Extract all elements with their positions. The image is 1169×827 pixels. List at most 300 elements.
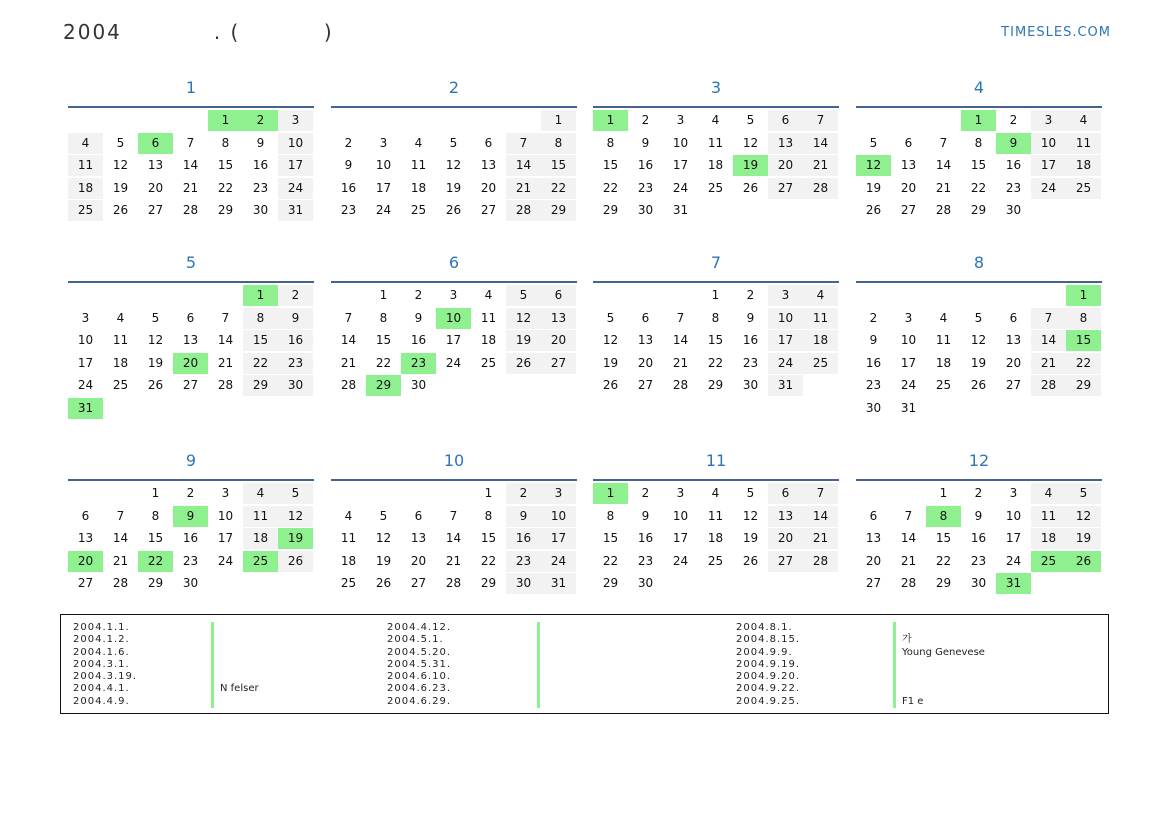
day-cell: 3 [904, 310, 913, 325]
day-cell: 20 [637, 355, 654, 370]
day-cell: 8 [243, 308, 278, 329]
legend-row [537, 647, 546, 659]
day-cell: 16 [182, 531, 199, 545]
day-cell: 22 [541, 178, 576, 199]
month-2 [331, 72, 577, 223]
day-cell: 10 [672, 508, 689, 523]
legend-dates-col2 [387, 622, 451, 708]
day-cell: 3 [768, 285, 803, 306]
day-cell: 11 [243, 506, 278, 527]
empty-cell [663, 573, 698, 594]
day-cell: 30 [1005, 203, 1022, 217]
day-cell: 25 [935, 378, 952, 392]
empty-cell [103, 483, 138, 504]
day-cell: 8 [151, 508, 160, 523]
day-cell: 13 [768, 133, 803, 154]
day-cell: 18 [935, 355, 952, 370]
day-cell: 9 [746, 310, 755, 325]
day-cell: 21 [182, 180, 199, 195]
day-cell: 12 [970, 333, 987, 347]
day-cell: 7 [803, 110, 838, 131]
day-cell: 3 [541, 483, 576, 504]
day-cell: 17 [77, 355, 94, 370]
day-cell: 24 [672, 553, 689, 568]
day-cell: 20 [865, 553, 882, 568]
day-cell: 17 [1005, 531, 1022, 545]
day-cell: 4 [711, 486, 720, 500]
day-cell: 16 [742, 333, 759, 347]
day-cell: 6 [768, 110, 803, 131]
day-cell: 30 [742, 378, 759, 392]
day-cell: 3 [81, 310, 90, 325]
day-cell: 11 [480, 310, 497, 325]
day-cell: 14 [672, 333, 689, 347]
day-cell: 24 [445, 355, 462, 370]
month-rule [331, 281, 577, 283]
day-cell: 15 [147, 531, 164, 545]
day-grid [856, 110, 1102, 223]
empty-cell [401, 110, 436, 131]
day-cell: 15 [243, 330, 278, 351]
day-cell: 26 [147, 378, 164, 392]
empty-cell [926, 110, 961, 131]
day-cell: 13 [768, 506, 803, 527]
day-cell: 23 [506, 551, 541, 572]
legend-row [211, 659, 259, 671]
day-cell: 9 [278, 308, 313, 329]
day-cell: 18 [410, 180, 427, 195]
day-cell: 28 [217, 378, 234, 392]
empty-cell [856, 110, 891, 131]
legend-row: 2004.6.29. [387, 695, 452, 707]
holiday-legend [60, 614, 1109, 714]
empty-cell [926, 398, 961, 419]
day-cell: 26 [742, 180, 759, 195]
day-cell: 7 [116, 508, 125, 523]
day-cell: 20 [68, 551, 103, 572]
day-cell: 11 [410, 158, 427, 172]
day-cell: 19 [375, 553, 392, 568]
day-cell: 10 [217, 508, 234, 523]
day-cell: 14 [803, 506, 838, 527]
day-cell: 31 [672, 203, 689, 217]
day-cell: 29 [217, 203, 234, 217]
day-cell: 3 [676, 486, 685, 500]
day-cell: 6 [81, 508, 90, 523]
empty-cell [541, 375, 576, 396]
day-cell: 13 [182, 333, 199, 347]
day-cell: 25 [480, 355, 497, 370]
day-cell: 20 [1005, 355, 1022, 370]
day-cell: 20 [900, 180, 917, 195]
day-grid [68, 285, 314, 420]
empty-cell [103, 285, 138, 306]
day-cell: 5 [869, 135, 878, 150]
day-cell: 5 [151, 310, 160, 325]
day-cell: 3 [676, 113, 685, 127]
day-cell: 19 [742, 531, 759, 545]
day-cell: 17 [672, 531, 689, 545]
empty-cell [593, 285, 628, 306]
day-cell: 24 [1031, 178, 1066, 199]
day-cell: 22 [480, 553, 497, 568]
day-cell: 16 [278, 330, 313, 351]
empty-cell [243, 398, 278, 419]
month-title: 2 [448, 78, 460, 97]
day-cell: 4 [1066, 110, 1101, 131]
day-cell: 12 [1066, 506, 1101, 527]
month-8 [856, 247, 1102, 420]
day-cell: 1 [961, 110, 996, 131]
day-cell: 20 [173, 353, 208, 374]
day-cell: 19 [602, 355, 619, 370]
day-cell: 25 [707, 180, 724, 195]
day-cell: 20 [410, 553, 427, 568]
day-cell: 2 [414, 288, 423, 302]
day-cell: 30 [252, 203, 269, 217]
day-cell: 7 [1031, 308, 1066, 329]
day-grid [68, 483, 314, 596]
legend-row: 2004.5.31. [387, 658, 452, 670]
day-cell: 5 [116, 135, 125, 150]
day-cell: 10 [672, 135, 689, 150]
day-cell: 1 [208, 110, 243, 131]
day-cell: 19 [1066, 528, 1101, 549]
day-cell: 2 [243, 110, 278, 131]
day-cell: 5 [379, 508, 388, 523]
day-cell: 20 [541, 330, 576, 351]
month-7 [593, 247, 839, 398]
day-grid [593, 110, 839, 223]
day-cell: 25 [340, 576, 357, 590]
empty-cell [733, 200, 768, 221]
day-cell: 16 [865, 355, 882, 370]
day-cell: 1 [151, 486, 160, 500]
legend-row [211, 696, 259, 708]
day-cell: 17 [217, 531, 234, 545]
day-cell: 26 [375, 576, 392, 590]
legend-row [537, 622, 546, 634]
legend-row: 2004.5.1. [387, 634, 444, 646]
day-cell: 28 [506, 200, 541, 221]
day-cell: 25 [243, 551, 278, 572]
day-cell: 27 [410, 576, 427, 590]
day-cell: 18 [803, 330, 838, 351]
day-cell: 27 [768, 178, 803, 199]
empty-cell [173, 110, 208, 131]
day-cell: 3 [1009, 486, 1018, 500]
day-cell: 2 [746, 288, 755, 302]
day-cell: 26 [445, 203, 462, 217]
empty-cell [856, 483, 891, 504]
legend-row [893, 683, 985, 695]
empty-cell [803, 573, 838, 594]
day-cell: 17 [768, 330, 803, 351]
legend-row: 2004.5.20. [387, 646, 452, 658]
empty-cell [803, 200, 838, 221]
day-cell: 23 [970, 553, 987, 568]
day-cell: 18 [243, 528, 278, 549]
month-title: 9 [185, 451, 197, 470]
empty-cell [506, 110, 541, 131]
legend-dates-col1 [73, 622, 137, 708]
day-cell: 26 [865, 203, 882, 217]
legend-row [537, 634, 546, 646]
day-cell: 3 [278, 110, 313, 131]
day-cell: 1 [939, 486, 948, 500]
day-cell: 7 [904, 508, 913, 523]
day-grid [856, 483, 1102, 596]
day-cell: 14 [445, 531, 462, 545]
day-cell: 30 [970, 576, 987, 590]
day-cell: 5 [606, 310, 615, 325]
day-cell: 30 [637, 576, 654, 590]
empty-cell [278, 398, 313, 419]
day-cell: 15 [602, 158, 619, 172]
legend-row: 2004.4.1. [73, 683, 130, 695]
day-cell: 15 [480, 531, 497, 545]
day-cell: 25 [112, 378, 129, 392]
legend-row [211, 634, 259, 646]
day-cell: 10 [375, 158, 392, 172]
day-cell: 3 [449, 288, 458, 302]
day-cell: 24 [541, 551, 576, 572]
month-5 [68, 247, 314, 420]
month-title: 8 [973, 253, 985, 272]
day-cell: 4 [116, 310, 125, 325]
day-cell: 27 [147, 203, 164, 217]
empty-cell [436, 483, 471, 504]
day-cell: 18 [68, 178, 103, 199]
day-cell: 26 [1066, 551, 1101, 572]
day-cell: 27 [900, 203, 917, 217]
day-cell: 8 [926, 506, 961, 527]
legend-row: 2004.8.15. [736, 634, 801, 646]
day-cell: 31 [541, 573, 576, 594]
day-cell: 29 [147, 576, 164, 590]
day-cell: 19 [112, 180, 129, 195]
day-cell: 24 [900, 378, 917, 392]
day-cell: 27 [768, 551, 803, 572]
legend-row: 2004.4.9. [73, 695, 130, 707]
day-cell: 30 [182, 576, 199, 590]
day-cell: 1 [541, 110, 576, 131]
legend-row: F1 e [893, 696, 985, 708]
empty-cell [68, 483, 103, 504]
day-cell: 16 [637, 531, 654, 545]
day-cell: 15 [602, 531, 619, 545]
day-cell: 1 [1066, 285, 1101, 306]
day-cell: 2 [974, 486, 983, 500]
day-cell: 7 [344, 310, 353, 325]
month-title: 4 [973, 78, 985, 97]
day-cell: 26 [742, 553, 759, 568]
day-cell: 12 [147, 333, 164, 347]
day-cell: 9 [506, 506, 541, 527]
day-cell: 27 [480, 203, 497, 217]
day-grid [331, 110, 577, 223]
empty-cell [891, 483, 926, 504]
day-cell: 13 [410, 531, 427, 545]
empty-cell [68, 285, 103, 306]
empty-cell [926, 285, 961, 306]
day-cell: 14 [217, 333, 234, 347]
day-cell: 9 [996, 133, 1031, 154]
empty-cell [663, 285, 698, 306]
day-cell: 7 [449, 508, 458, 523]
day-cell: 1 [484, 486, 493, 500]
day-cell: 22 [1066, 353, 1101, 374]
empty-cell [331, 110, 366, 131]
day-cell: 9 [344, 158, 353, 172]
day-cell: 11 [1066, 133, 1101, 154]
month-rule [68, 479, 314, 481]
month-rule [331, 479, 577, 481]
day-cell: 13 [77, 531, 94, 545]
day-cell: 29 [480, 576, 497, 590]
day-cell: 8 [606, 508, 615, 523]
empty-cell [1031, 573, 1066, 594]
empty-cell [891, 285, 926, 306]
day-cell: 18 [112, 355, 129, 370]
day-cell: 20 [768, 155, 803, 176]
day-grid [331, 285, 577, 398]
day-cell: 26 [112, 203, 129, 217]
day-cell: 9 [641, 508, 650, 523]
empty-cell [173, 398, 208, 419]
day-cell: 19 [147, 355, 164, 370]
legend-names-col3 [893, 622, 985, 708]
day-cell: 22 [602, 180, 619, 195]
day-cell: 13 [637, 333, 654, 347]
empty-cell [803, 375, 838, 396]
day-cell: 19 [506, 330, 541, 351]
legend-row: 2004.3.1. [73, 658, 130, 670]
day-cell: 12 [278, 506, 313, 527]
day-cell: 27 [637, 378, 654, 392]
day-cell: 21 [935, 180, 952, 195]
empty-cell [506, 375, 541, 396]
empty-cell [768, 200, 803, 221]
empty-cell [401, 483, 436, 504]
day-cell: 4 [1031, 483, 1066, 504]
day-cell: 21 [672, 355, 689, 370]
day-cell: 28 [672, 378, 689, 392]
day-cell: 25 [707, 553, 724, 568]
legend-row: 2004.9.25. [736, 695, 801, 707]
day-cell: 13 [541, 308, 576, 329]
empty-cell [1031, 285, 1066, 306]
day-cell: 23 [182, 553, 199, 568]
day-cell: 12 [856, 155, 891, 176]
day-cell: 8 [974, 135, 983, 150]
day-cell: 16 [410, 333, 427, 347]
day-cell: 25 [410, 203, 427, 217]
day-cell: 13 [480, 158, 497, 172]
empty-cell [961, 285, 996, 306]
day-cell: 29 [970, 203, 987, 217]
day-cell: 18 [480, 333, 497, 347]
day-cell: 17 [541, 528, 576, 549]
day-cell: 8 [541, 133, 576, 154]
day-cell: 1 [593, 110, 628, 131]
day-cell: 6 [641, 310, 650, 325]
day-cell: 28 [112, 576, 129, 590]
month-6 [331, 247, 577, 398]
day-cell: 31 [768, 375, 803, 396]
day-cell: 23 [742, 355, 759, 370]
legend-row: 2004.6.23. [387, 683, 452, 695]
day-cell: 27 [182, 378, 199, 392]
day-cell: 8 [711, 310, 720, 325]
day-cell: 3 [221, 486, 230, 500]
month-rule [68, 106, 314, 108]
month-4 [856, 72, 1102, 223]
day-cell: 9 [256, 135, 265, 150]
brand-link[interactable]: TIMESLES.COM [1001, 25, 1111, 40]
day-cell: 19 [278, 528, 313, 549]
day-cell: 7 [939, 135, 948, 150]
day-cell: 16 [506, 528, 541, 549]
empty-cell [768, 573, 803, 594]
day-cell: 18 [707, 158, 724, 172]
day-cell: 5 [278, 483, 313, 504]
legend-row [537, 683, 546, 695]
day-cell: 1 [243, 285, 278, 306]
day-cell: 23 [637, 553, 654, 568]
day-cell: 21 [803, 528, 838, 549]
month-11 [593, 445, 839, 596]
day-cell: 10 [1031, 133, 1066, 154]
day-cell: 23 [401, 353, 436, 374]
day-cell: 28 [182, 203, 199, 217]
day-cell: 6 [869, 508, 878, 523]
legend-row: 2004.1.1. [73, 622, 130, 633]
empty-cell [961, 398, 996, 419]
legend-row [893, 659, 985, 671]
day-cell: 14 [803, 133, 838, 154]
day-cell: 14 [935, 158, 952, 172]
day-cell: 12 [506, 308, 541, 329]
day-cell: 6 [186, 310, 195, 325]
month-rule [331, 106, 577, 108]
empty-cell [138, 398, 173, 419]
legend-row: 2004.9.9. [736, 646, 793, 658]
day-cell: 24 [672, 180, 689, 195]
day-cell: 5 [746, 113, 755, 127]
empty-cell [68, 223, 103, 244]
legend-row [537, 671, 546, 683]
day-cell: 11 [707, 135, 724, 150]
day-cell: 22 [707, 355, 724, 370]
month-10 [331, 445, 577, 596]
day-cell: 21 [445, 553, 462, 568]
day-cell: 22 [375, 355, 392, 370]
day-cell: 11 [112, 333, 129, 347]
day-cell: 24 [77, 378, 94, 392]
day-cell: 23 [865, 378, 882, 392]
day-cell: 4 [803, 285, 838, 306]
day-cell: 13 [900, 158, 917, 172]
day-cell: 9 [414, 310, 423, 325]
day-cell: 2 [278, 285, 313, 306]
legend-row [893, 622, 985, 634]
day-cell: 10 [278, 133, 313, 154]
legend-names-col1 [211, 622, 259, 708]
day-cell: 24 [375, 203, 392, 217]
day-cell: 28 [900, 576, 917, 590]
day-cell: 29 [602, 203, 619, 217]
